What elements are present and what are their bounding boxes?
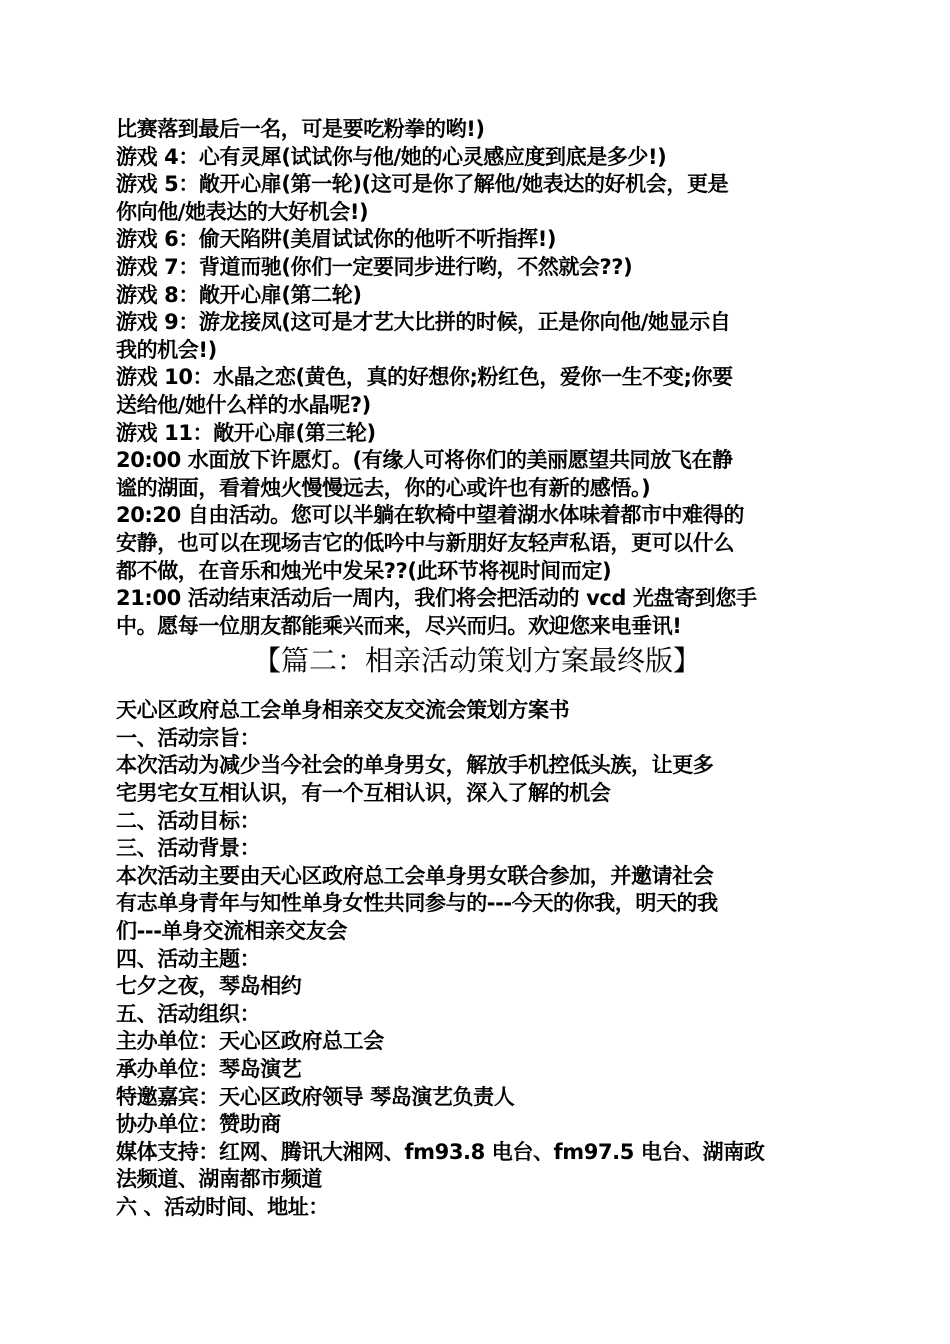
text-line: 三、活动背景：	[116, 836, 261, 861]
text-line: 本次活动主要由天心区政府总工会单身男女联合参加，并邀请社会	[116, 863, 714, 888]
activity-schedule-section	[116, 116, 838, 640]
text-line: 谧的湖面，看着烛火慢慢远去，你的心或许也有新的感悟。)	[116, 475, 651, 500]
text-line: 本次活动为减少当今社会的单身男女，解放手机控低头族，让更多	[116, 753, 714, 778]
text-line: 承办单位：琴岛演艺	[116, 1057, 302, 1081]
text-line: 20:00 水面放下许愿灯。(有缘人可将你们的美丽愿望共同放飞在静	[116, 448, 733, 473]
section-spacer	[116, 680, 838, 697]
text-line: 一、活动宗旨：	[116, 725, 261, 750]
text-line: 二、活动目标：	[116, 808, 261, 833]
text-line: 都不做，在音乐和烛光中发呆??(此环节将视时间而定)	[116, 558, 612, 583]
text-line: 有志单身青年与知性单身女性共同参与的---今天的你我，明天的我	[116, 891, 718, 916]
text-line: 宅男宅女互相认识，有一个互相认识，深入了解的机会	[116, 781, 611, 806]
document-body	[116, 116, 838, 1222]
text-line: 游戏 8：敞开心扉(第二轮)	[116, 282, 362, 307]
text-line: 中。愿每一位朋友都能乘兴而来，尽兴而归。欢迎您来电垂讯!	[116, 613, 682, 638]
text-line: 20:20 自由活动。您可以半躺在软椅中望着湖水体味着都市中难得的	[116, 503, 744, 528]
text-line: 游戏 9：游龙接凤(这可是才艺大比拼的时候，正是你向他/她显示自	[116, 310, 731, 335]
text-line: 你向他/她表达的大好机会!)	[116, 199, 369, 224]
text-line: 游戏 11：敞开心扉(第三轮)	[116, 420, 376, 445]
text-line: 五、活动组织：	[116, 1001, 261, 1026]
text-line: 游戏 10：水晶之恋(黄色，真的好想你;粉红色，爱你一生不变;你要	[116, 365, 733, 390]
text-line: 送给他/她什么样的水晶呢?)	[116, 392, 371, 417]
plan-section	[116, 697, 838, 1221]
section-heading: 【篇二：相亲活动策划方案最终版】	[252, 644, 701, 678]
text-line: 法频道、湖南都市频道	[116, 1167, 322, 1192]
text-line: 比赛落到最后一名，可是要吃粉拳的哟!)	[116, 117, 485, 141]
text-line: 四、活动主题：	[116, 946, 261, 971]
text-line: 21:00 活动结束活动后一周内，我们将会把活动的 vcd 光盘寄到您手	[116, 586, 757, 611]
text-line: 安静，也可以在现场吉它的低吟中与新朋好友轻声私语，更可以什么	[116, 530, 734, 555]
text-line: 们---单身交流相亲交友会	[116, 919, 347, 944]
text-line: 特邀嘉宾：天心区政府领导 琴岛演艺负责人	[116, 1084, 515, 1109]
text-line: 游戏 5：敞开心扉(第一轮)(这可是你了解他/她表达的好机会，更是	[116, 172, 729, 197]
text-line: 游戏 7：背道而驰(你们一定要同步进行哟，不然就会??)	[116, 254, 633, 279]
text-line: 游戏 6：偷天陷阱(美眉试试你的他听不听指挥!)	[116, 227, 557, 252]
text-line: 六 、活动时间、地址：	[116, 1194, 329, 1219]
text-line: 我的机会!)	[116, 337, 217, 362]
text-line: 七夕之夜，琴岛相约	[116, 974, 302, 999]
text-line: 协办单位：赞助商	[116, 1112, 281, 1137]
text-line: 媒体支持：红网、腾讯大湘网、fm93.8 电台、fm97.5 电台、湖南政	[116, 1139, 765, 1164]
text-line: 主办单位：天心区政府总工会	[116, 1029, 384, 1054]
plan-title: 天心区政府总工会单身相亲交友交流会策划方案书	[116, 698, 570, 723]
text-line: 游戏 4：心有灵犀(试试你与他/她的心灵感应度到底是多少!)	[116, 144, 667, 169]
